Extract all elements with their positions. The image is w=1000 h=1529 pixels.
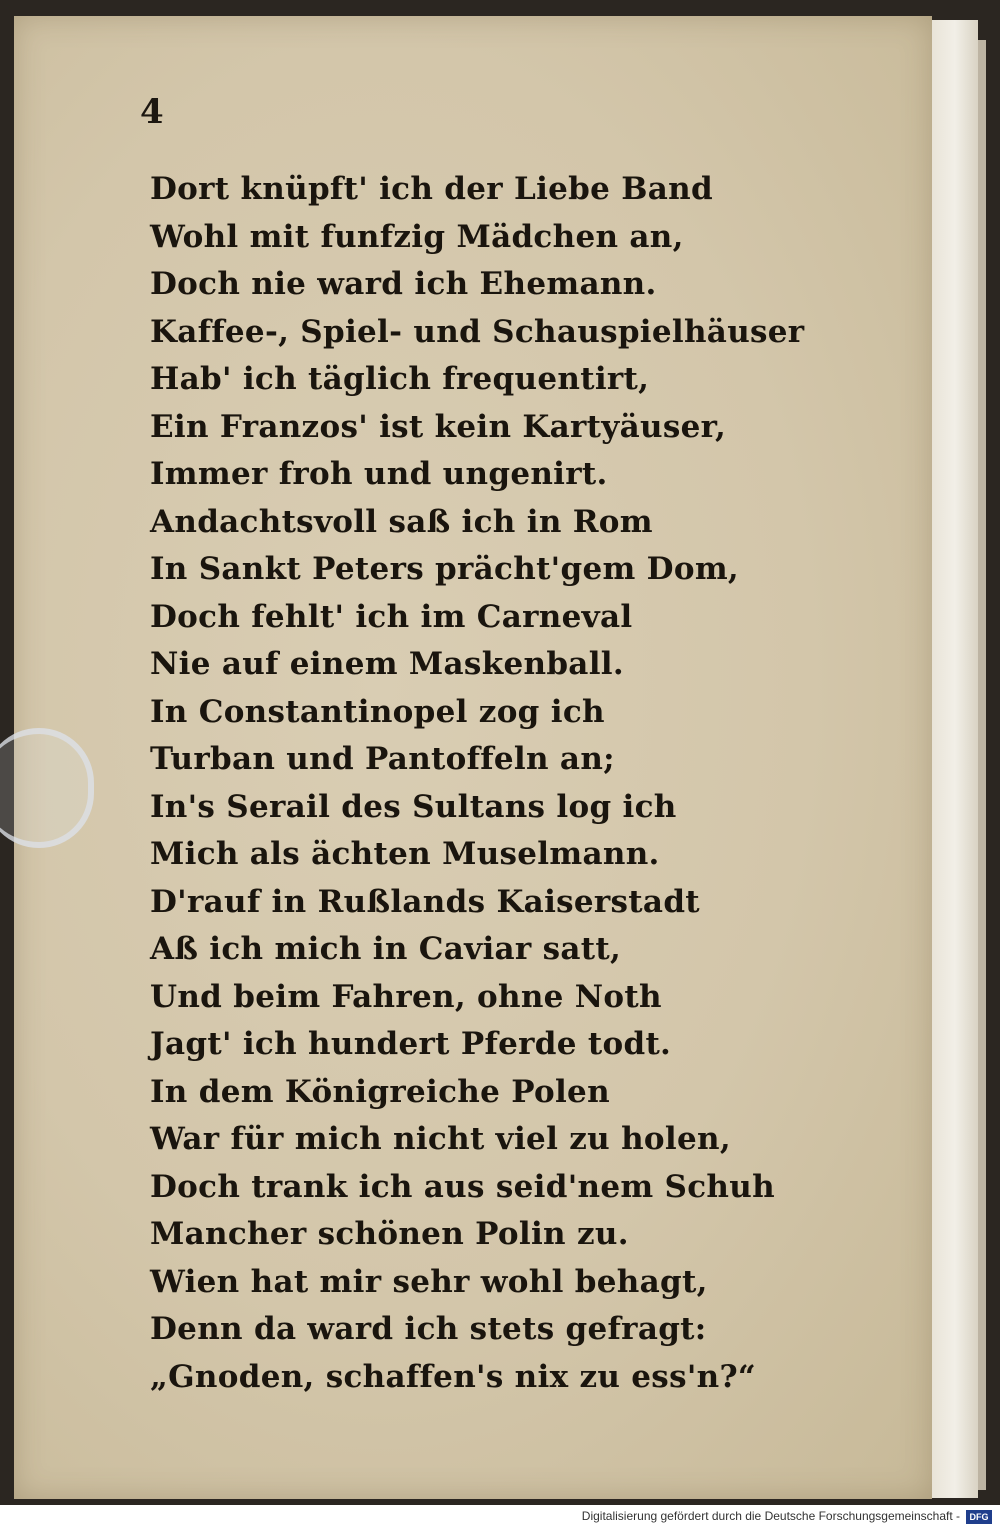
verse-line: War für mich nicht viel zu holen, [150,1121,731,1157]
verse-line: In dem Königreiche Polen [150,1073,610,1110]
verse-line: In Constantinopel zog ich [150,693,605,730]
verse-line: Andachtsvoll saß ich in Rom [150,503,653,540]
verse-line: Wohl mit funfzig Mädchen an, [150,218,684,255]
verse-line: D'rauf in Rußlands Kaiserstadt [150,883,700,920]
verse-line: Kaffee-, Spiel- und Schauspielhäuser [150,313,805,350]
verse-line: Immer froh und ungenirt. [150,456,608,492]
footer-bar [0,1505,1000,1529]
verse-line: In's Serail des Sultans log ich [150,788,677,825]
verse-line: Wien hat mir sehr wohl behagt, [150,1263,708,1300]
verse-line: Mich als ächten Muselmann. [150,836,660,872]
book-spine-edge [978,40,986,1490]
page-number: 4 [140,92,164,132]
verse-line: „Gnoden, schaffen's nix zu ess'n?“ [150,1358,757,1395]
dfg-logo-icon: DFG [966,1510,992,1524]
verse-line: Und beim Fahren, ohne Noth [150,978,662,1015]
verse-line: Dort knüpft' ich der Liebe Band [150,171,713,207]
verse-line: Nie auf einem Maskenball. [150,646,624,682]
verse-line: Jagt' ich hundert Pferde todt. [150,1026,672,1062]
next-page-edge [932,20,978,1498]
verse-line: Turban und Pantoffeln an; [150,741,615,777]
footer-credit: Digitalisierung gefördert durch die Deutsche Forschungsgemeinschaft - [581,1509,960,1523]
paper-clip [0,728,94,848]
book-page [14,16,932,1499]
verse-line: Doch nie ward ich Ehemann. [150,266,657,302]
verse-line: In Sankt Peters prächt'gem Dom, [150,551,740,587]
verse-line: Doch fehlt' ich im Carneval [150,598,633,635]
verse-lines [150,166,804,1401]
verse-line: Ein Franzos' ist kein Kartyäuser, [150,408,727,445]
verse-line: Mancher schönen Polin zu. [150,1216,629,1252]
verse-line: Hab' ich täglich frequentirt, [150,361,650,397]
verse-line: Denn da ward ich stets gefragt: [150,1311,707,1347]
verse-line: Aß ich mich in Caviar satt, [150,931,622,967]
verse-line: Doch trank ich aus seid'nem Schuh [150,1168,775,1205]
